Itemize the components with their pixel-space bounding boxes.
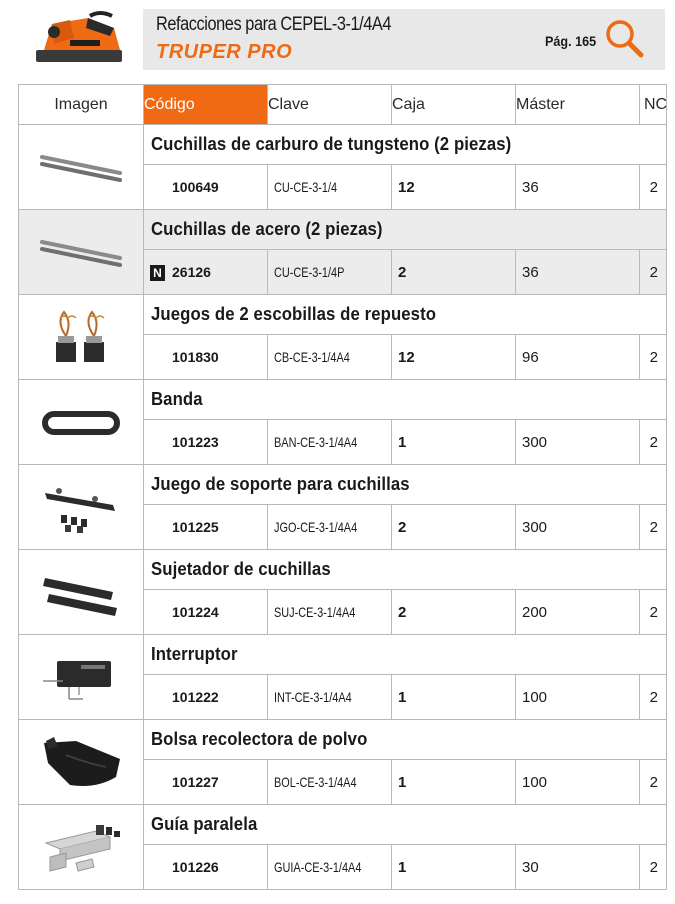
part-caja: 1 [392,675,516,720]
blade-clamp-icon [39,564,123,620]
part-title-row [19,465,667,505]
part-caja: 2 [392,505,516,550]
search-icon[interactable] [604,18,644,58]
part-code: 101227 [144,760,268,805]
part-caja: 12 [392,165,516,210]
part-nc: 2 [640,420,667,465]
part-name: Banda [144,380,667,420]
part-title-row [19,635,667,675]
table-header-row [19,85,667,125]
new-badge: N [150,265,165,281]
part-title-row [19,550,667,590]
part-caja: 12 [392,335,516,380]
part-master: 100 [516,675,640,720]
part-image-cell [19,210,144,295]
part-nc: 2 [640,335,667,380]
part-clave: CU-CE-3-1/4P [268,250,392,295]
part-title-row [19,210,667,250]
part-image-cell [19,125,144,210]
part-caja: 2 [392,250,516,295]
part-clave: JGO-CE-3-1/4A4 [268,505,392,550]
part-name: Guía paralela [144,805,667,845]
part-title-row [19,380,667,420]
part-name: Cuchillas de acero (2 piezas) [144,210,667,250]
part-master: 300 [516,505,640,550]
part-image-cell [19,295,144,380]
blades-icon [36,147,126,187]
part-clave: INT-CE-3-1/4A4 [268,675,392,720]
blade-holder-icon [39,479,123,535]
part-master: 96 [516,335,640,380]
part-code: 101223 [144,420,268,465]
switch-icon [39,649,123,705]
brand-logo: TRUPER PRO [156,41,293,63]
part-master: 36 [516,165,640,210]
part-code: 101224 [144,590,268,635]
part-master: 100 [516,760,640,805]
col-header-nc[interactable]: NC [640,85,667,125]
part-master: 300 [516,420,640,465]
part-name: Juego de soporte para cuchillas [144,465,667,505]
part-name: Interruptor [144,635,667,675]
col-header-clave[interactable]: Clave [268,85,392,125]
col-header-master[interactable]: Máster [516,85,640,125]
col-header-codigo[interactable]: Código [144,85,268,125]
part-nc: 2 [640,675,667,720]
part-image-cell [19,720,144,805]
page-title: Refacciones para CEPEL-3-1/4A4 [156,14,392,35]
steel-blades-icon [36,232,126,272]
part-nc: 2 [640,505,667,550]
parts-table [18,84,667,890]
part-name: Cuchillas de carburo de tungsteno (2 piezas) [144,125,667,165]
part-nc: 2 [640,845,667,890]
carbon-brushes-icon [46,306,116,368]
part-nc: 2 [640,760,667,805]
part-caja: 1 [392,845,516,890]
part-image-cell [19,805,144,890]
part-nc: 2 [640,590,667,635]
part-master: 30 [516,845,640,890]
part-clave: BOL-CE-3-1/4A4 [268,760,392,805]
part-caja: 1 [392,760,516,805]
part-title-row [19,125,667,165]
part-clave: CU-CE-3-1/4 [268,165,392,210]
part-caja: 2 [392,590,516,635]
part-code: 101830 [144,335,268,380]
part-master: 36 [516,250,640,295]
part-clave: SUJ-CE-3-1/4A4 [268,590,392,635]
col-header-imagen[interactable]: Imagen [19,85,144,125]
part-image-cell [19,550,144,635]
part-clave: BAN-CE-3-1/4A4 [268,420,392,465]
part-nc: 2 [640,250,667,295]
planer-product-icon [30,10,130,68]
part-code: N 26126 [144,250,268,295]
part-name: Bolsa recolectora de polvo [144,720,667,760]
page-number: Pág. 165 [545,33,597,49]
part-code: 101225 [144,505,268,550]
part-title-row [19,805,667,845]
part-clave: CB-CE-3-1/4A4 [268,335,392,380]
part-image-cell [19,380,144,465]
col-header-caja[interactable]: Caja [392,85,516,125]
part-title-row [19,295,667,335]
part-code: 101226 [144,845,268,890]
part-clave: GUIA-CE-3-1/4A4 [268,845,392,890]
part-code: 101222 [144,675,268,720]
part-image-cell [19,635,144,720]
part-caja: 1 [392,420,516,465]
part-name: Juegos de 2 escobillas de repuesto [144,295,667,335]
part-name: Sujetador de cuchillas [144,550,667,590]
part-title-row [19,720,667,760]
part-code: 100649 [144,165,268,210]
dust-bag-icon [36,733,126,791]
part-nc: 2 [640,165,667,210]
part-master: 200 [516,590,640,635]
belt-icon [39,402,123,442]
parallel-guide-icon [36,817,126,877]
part-image-cell [19,465,144,550]
